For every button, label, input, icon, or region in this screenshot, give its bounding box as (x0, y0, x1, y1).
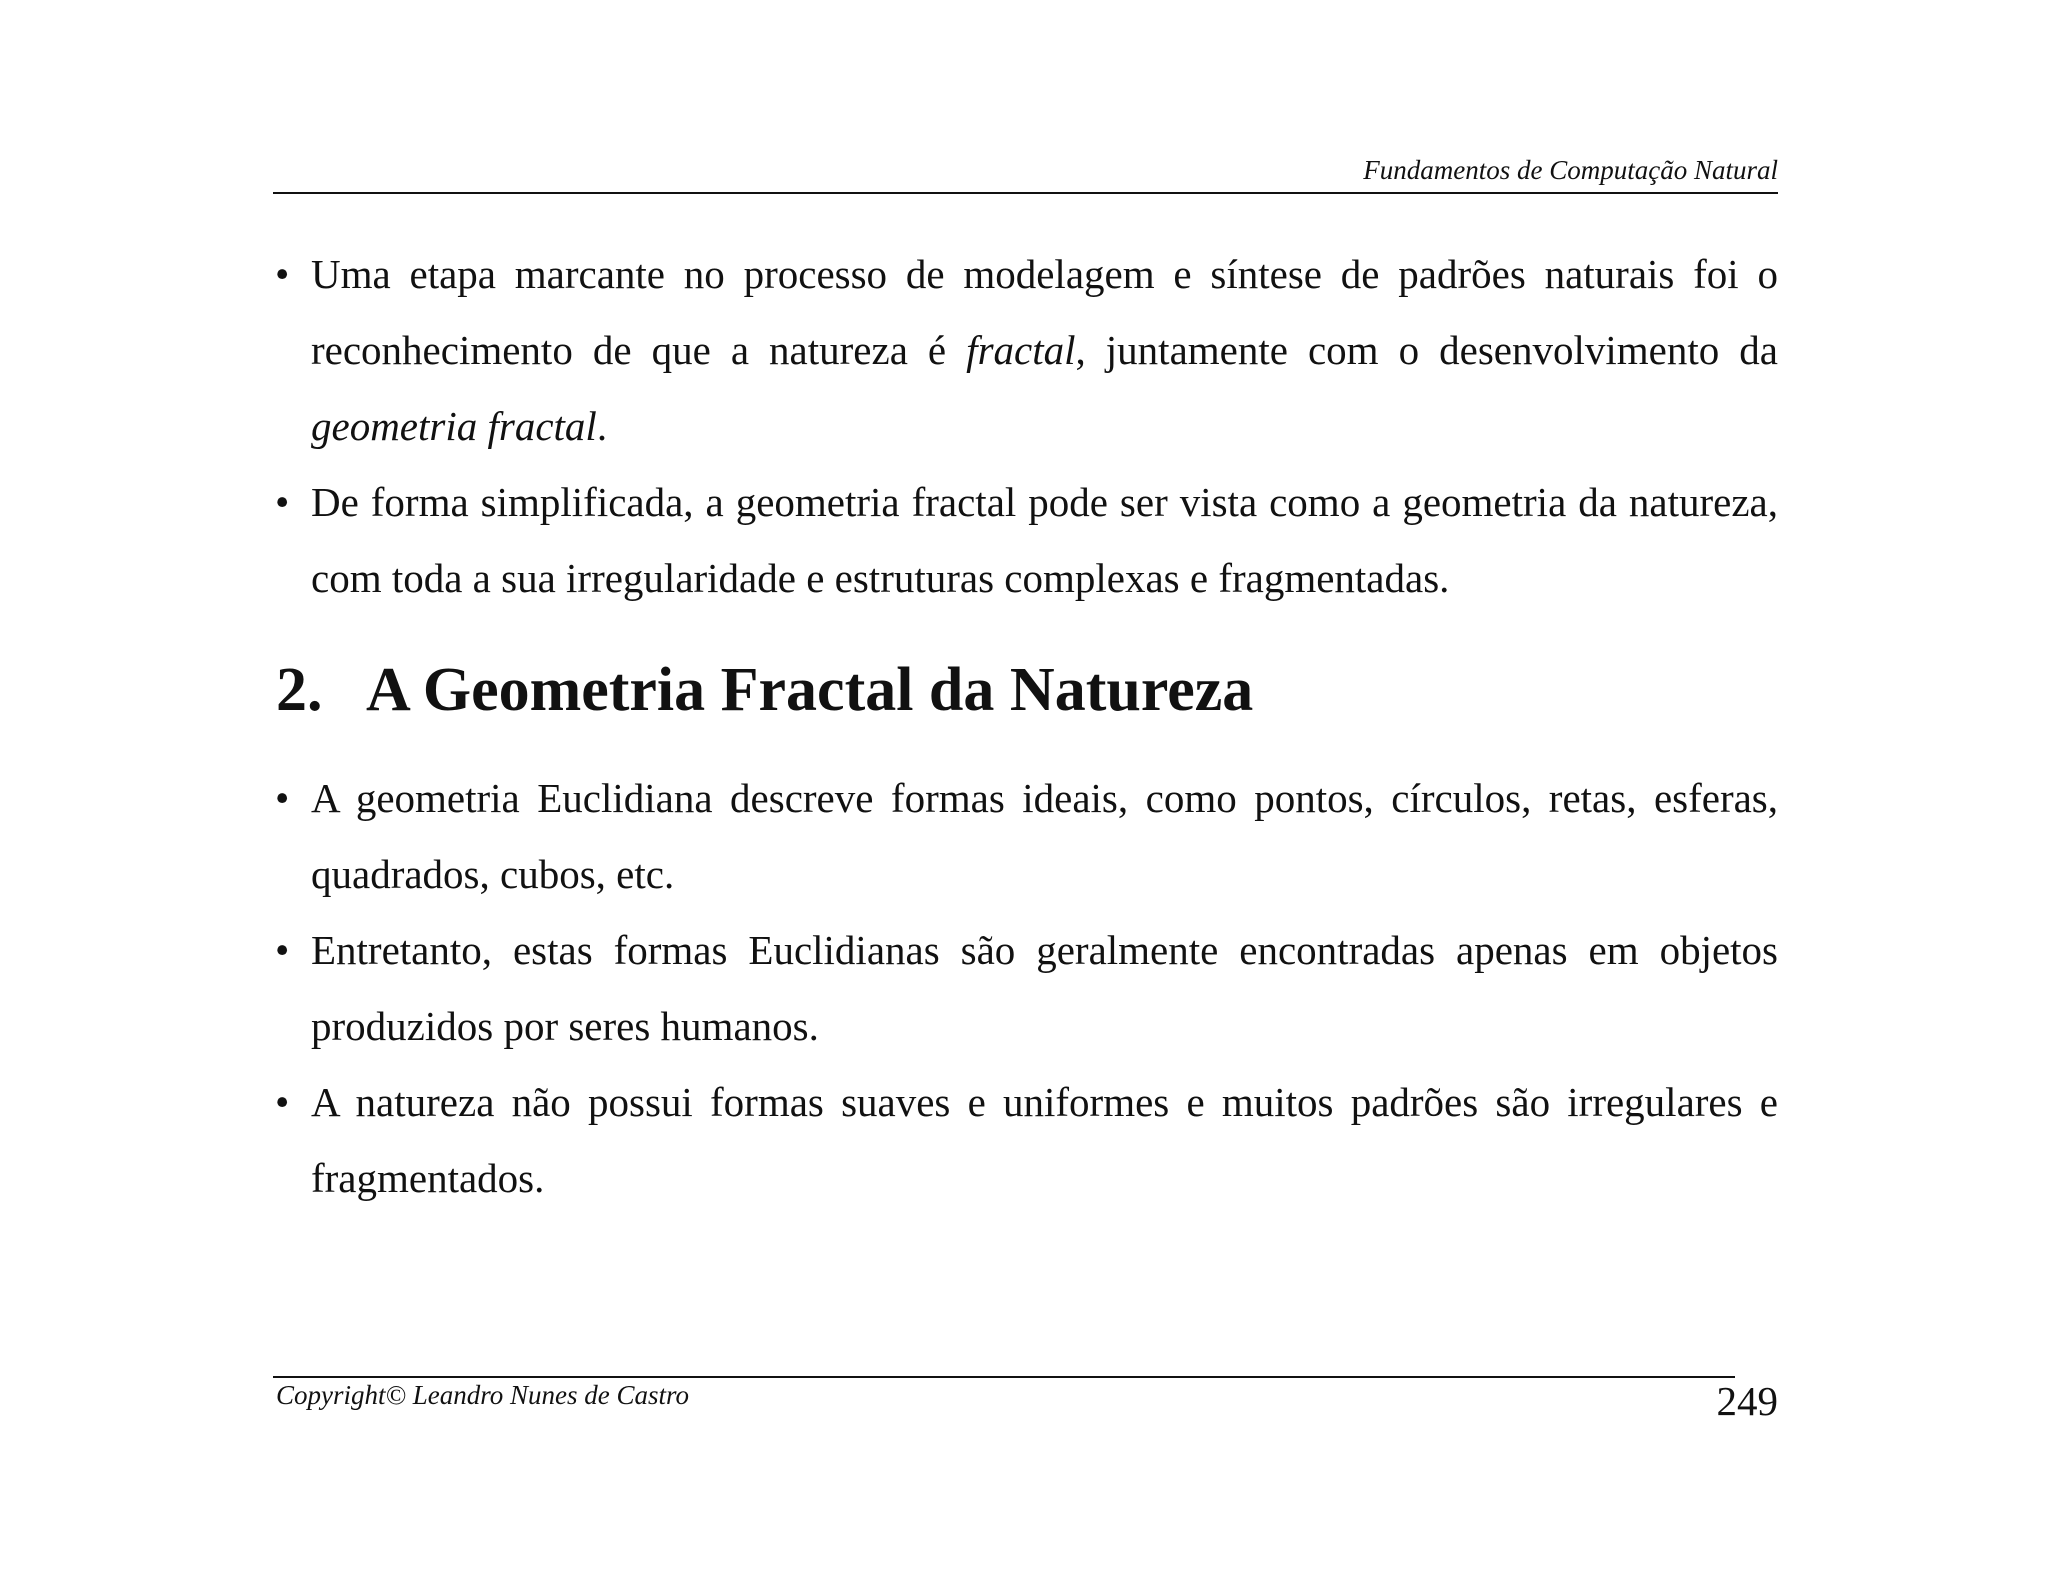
bullet-text: A natureza não possui formas suaves e uniformes e muitos padrões são irregulares e fragmentados. (311, 1079, 1778, 1201)
bullet-item (273, 760, 1778, 912)
bullet-text: , juntamente com o desenvolvimento da (1075, 327, 1778, 373)
emphasis-fractal: fractal (966, 327, 1076, 373)
bullet-text: Entretanto, estas formas Euclidianas são geralmente encontradas apenas em objetos produzidos por seres humanos. (311, 927, 1778, 1049)
bullet-item (273, 464, 1778, 616)
section-title: A Geometria Fractal da Natureza (366, 656, 1254, 724)
page-number: 249 (1716, 1378, 1778, 1424)
bullet-marker: • (275, 1079, 290, 1125)
footer-rule (273, 1376, 1735, 1378)
bullet-item (273, 1064, 1778, 1216)
bullet-text: A geometria Euclidiana descreve formas ideais, como pontos, círculos, retas, esferas, quadrados, cubos, etc. (311, 775, 1778, 897)
header-rule (273, 192, 1778, 194)
section-number: 2. (276, 656, 323, 724)
running-header-title: Fundamentos de Computação Natural (1363, 155, 1778, 185)
bullet-item (273, 236, 1778, 464)
intro-bullet-list (273, 236, 1778, 616)
section-heading (276, 655, 1253, 726)
bullet-marker: • (275, 479, 290, 525)
bullet-text: Uma etapa marcante no processo de modelagem e síntese de padrões naturais foi o reconhecimento de que a natureza é (311, 251, 1778, 373)
bullet-text: . (596, 403, 608, 449)
bullet-item (273, 912, 1778, 1064)
bullet-marker: • (275, 927, 290, 973)
emphasis-geometria-fractal: geometria fractal (311, 403, 597, 449)
section-bullet-list (273, 760, 1778, 1216)
bullet-text: De forma simplificada, a geometria fractal pode ser vista como a geometria da natureza, com toda a sua irregularidade e estruturas complexas e fragmentadas. (311, 479, 1778, 601)
footer-copyright: Copyright© Leandro Nunes de Castro (276, 1380, 690, 1410)
bullet-marker: • (275, 251, 290, 297)
bullet-marker: • (275, 775, 290, 821)
